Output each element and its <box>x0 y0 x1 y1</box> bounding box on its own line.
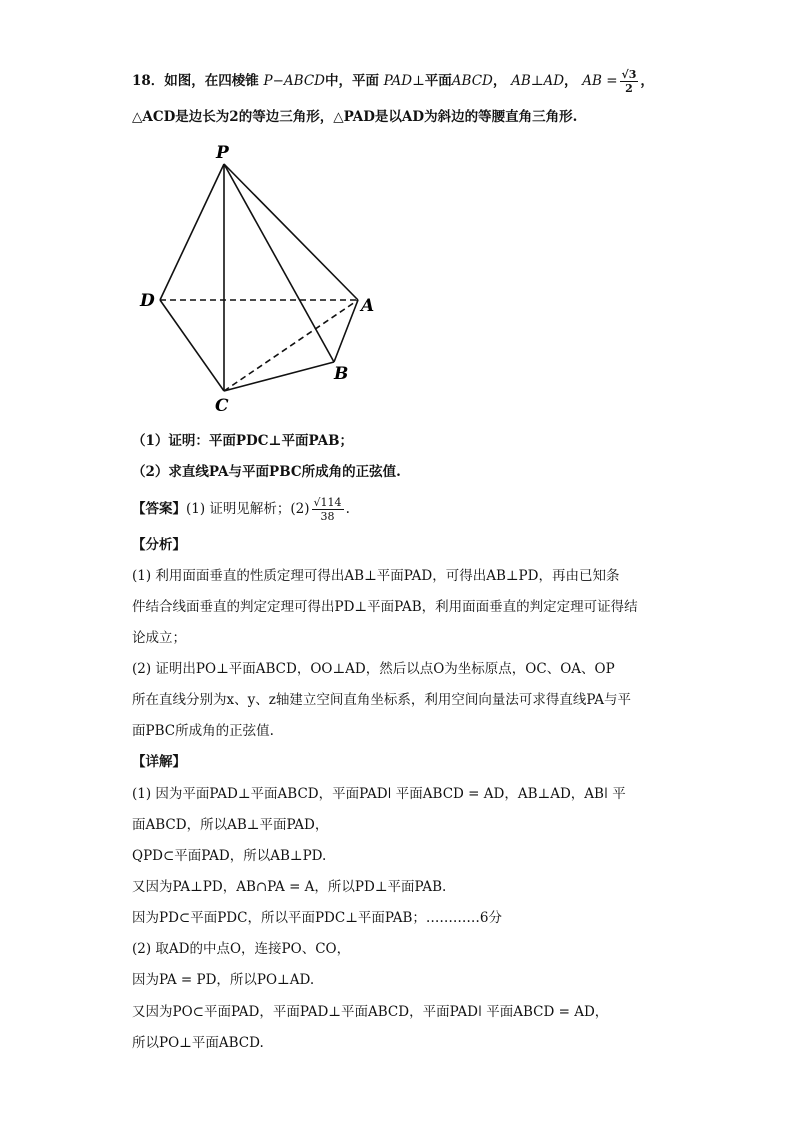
pyramid-name: P−ABCD <box>263 73 325 89</box>
question-1: （1）证明：平面PDC⊥平面PAB； <box>132 433 354 449</box>
answer-tail: . <box>345 501 350 517</box>
analysis-line: (2) 证明出PO⊥平面ABCD，OO⊥AD，然后以点O为坐标原点，OC、OA、OP <box>132 661 615 677</box>
problem-number: 18． <box>132 73 165 89</box>
stem-text: ， <box>640 73 654 89</box>
pyramid-figure <box>130 138 390 423</box>
detail-line: QPD⊂平面PAD，所以AB⊥PD. <box>132 848 327 864</box>
edge-DC <box>160 300 224 391</box>
stem-math: ABCD <box>451 73 493 89</box>
stem-math: AB = <box>582 73 618 89</box>
edge-PD <box>160 164 224 300</box>
answer-text: (1) 证明见解析；(2) <box>186 501 310 517</box>
label-C: C <box>215 396 229 416</box>
analysis-line: 论成立； <box>132 630 186 646</box>
detail-line: 所以PO⊥平面ABCD. <box>132 1035 264 1051</box>
stem-text: ， <box>492 73 507 89</box>
analysis-line: 件结合线面垂直的判定定理可得出PD⊥平面PAB，利用面面垂直的判定定理可证得结 <box>132 599 638 615</box>
answer-fraction: $\frac{√114}{38}$ <box>313 496 342 523</box>
pyramid-diagram <box>130 138 390 423</box>
analysis-line: 所在直线分别为x、y、z轴建立空间直角坐标系，利用空间向量法可求得直线PA与平 <box>132 692 631 708</box>
label-A: A <box>361 296 375 316</box>
stem-text: 平面 <box>424 73 452 89</box>
stem-math: PAD⊥ <box>383 73 425 89</box>
edge-PA <box>224 164 358 300</box>
label-D: D <box>140 291 155 311</box>
detail-line: (1) 因为平面PAD⊥平面ABCD，平面PADǀ 平面ABCD = AD，AB⊥AD，ABǀ 平 <box>132 786 626 802</box>
detail-line: 因为PD⊂平面PDC，所以平面PDC⊥平面PAB；…………6分 <box>132 910 502 926</box>
fraction-sqrt3-over-2: $\frac{√3}{2}$ <box>621 68 637 95</box>
detail-line: 面ABCD，所以AB⊥平面PAD， <box>132 817 329 833</box>
problem-stem-line-1 <box>132 68 654 95</box>
answer-line <box>132 496 350 523</box>
analysis-line: (1) 利用面面垂直的性质定理可得出AB⊥平面PAD，可得出AB⊥PD，再由已知条 <box>132 568 620 584</box>
edge-PB <box>224 164 334 362</box>
edge-CB <box>224 362 334 391</box>
stem-text: ， <box>564 73 578 89</box>
detail-line: 又因为PO⊂平面PAD，平面PAD⊥平面ABCD，平面PADǀ 平面ABCD = AD， <box>132 1004 609 1020</box>
detail-line: (2) 取AD的中点O，连接PO、CO， <box>132 941 351 957</box>
stem-text: 如图，在四棱锥 <box>164 73 259 89</box>
problem-stem-line-2: △ACD是边长为2的等边三角形，△PAD是以AD为斜边的等腰直角三角形. <box>132 109 578 125</box>
detail-line: 又因为PA⊥PD，AB∩PA = A，所以PD⊥平面PAB. <box>132 879 447 895</box>
analysis-line: 面PBC所成角的正弦值. <box>132 723 274 739</box>
edge-BA <box>334 300 358 362</box>
label-P: P <box>216 143 229 163</box>
detail-line: 因为PA = PD，所以PO⊥AD. <box>132 972 315 988</box>
answer-heading: 【答案】 <box>132 501 186 517</box>
stem-math: AB⊥AD <box>511 73 565 89</box>
analysis-heading: 【分析】 <box>132 537 186 553</box>
stem-text: 中，平面 <box>324 73 379 89</box>
question-2: （2）求直线PA与平面PBC所成角的正弦值. <box>132 464 401 480</box>
label-B: B <box>334 364 349 384</box>
detail-heading: 【详解】 <box>132 754 186 770</box>
